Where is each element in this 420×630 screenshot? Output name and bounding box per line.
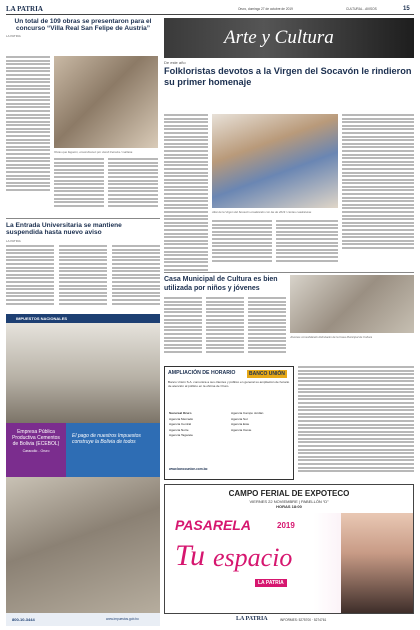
article-body-right [298,366,414,474]
feria-title: CAMPO FERIAL DE EXPOTECO [228,489,350,498]
ad-slogan-panel [66,423,160,477]
tu-word: Tu [175,539,206,572]
branch-item: Agencia Mercado [169,416,194,421]
article-body [164,114,208,272]
ad-strip-text: IMPUESTOS NACIONALES [16,316,68,321]
branch-item: Agencia Sur [231,416,248,421]
ad-place: Caracollo - Oruro [22,449,50,453]
article-body-2 [342,114,414,251]
article-entrada [6,218,160,310]
ad-strip [6,314,160,323]
article-title: Casa Municipal de Cultura es bien utilizada por niños y jóvenes [164,276,278,292]
article-body-2 [54,158,104,208]
branch-list-2 [231,411,289,433]
section-label: CULTURAL - AVISOS [346,7,377,11]
footer-logo: LA PATRIA [236,616,268,622]
masthead-logo: LA PATRIA [6,5,43,13]
kicker: De este año [164,60,186,65]
article-body-4 [276,220,338,263]
ad-phone: 800-10-3444 [12,617,35,622]
article-body-2 [206,297,244,355]
feria-date: VIERNES 22 NOVIEMBRE | PABELLÓN “D” [249,499,329,504]
pasarela-word: PASARELA [175,517,251,533]
article-photo [290,275,414,333]
branch-item: Sucursal Oruro [169,411,192,415]
branch-item: Agencia Norte [169,427,189,432]
ad-footer: www.bancounion.com.bo [169,467,208,471]
ad-footer [6,613,160,626]
dateline: Oruro, domingo 27 de octubre de 2019 [238,7,293,11]
page-footer [164,616,414,626]
article-photo [54,56,158,148]
ad-photo-plant [6,323,160,423]
ad-banco-union [164,366,294,480]
article-photo [212,114,338,208]
branch-item: Agencia Este [231,422,250,427]
ad-brand-panel [6,423,66,477]
branch-list-1 [169,411,227,439]
article-body [6,245,54,306]
photo-caption: Altar de la Virgen del Socavón ensalzando con las de 2019 / ciertas cuadraturas [212,210,312,214]
ad-photo-workers [6,477,160,613]
article-body-3 [212,220,272,263]
brand-word: LA PATRIA [255,579,287,587]
model-photo [341,513,413,613]
article-body-3 [108,158,158,208]
article-body-3 [112,245,160,306]
section-banner [164,18,414,58]
feria-hour: HORAS 18:00 [276,504,302,509]
article-folkloristas [164,60,414,270]
ad-web: www.impuestos.gob.bo [106,617,139,621]
branch-item: Agencia Campo Jordán [231,411,264,415]
masthead [6,5,414,15]
ad-text: Banco Unión S.A. comunica a sus clientes y público en general su ampliación de horario de atención al público en la oficina de Oruro. [168,380,290,388]
article-title: Folkloristas devotos a la Virgen del Socavón le rindieron su primer homenaje [164,66,412,87]
photo-caption: Jóvenes consolidando disfrutarán de la Casa Municipal de Cultura [290,335,373,339]
footer-info: INFORMES: 5275700 · 5274761 [280,618,327,622]
article-title: Un total de 109 obras se presentaron para el concurso “Villa Real San Felipe de Austria” [14,18,152,33]
ad-slogan: El pago de nuestros Impuestos construye la Bolivia de todos [72,433,141,445]
article-title: La Entrada Universitaria se mantiene suspendida hasta nuevo aviso [6,222,122,237]
bank-logo: BANCO UNIÓN [249,371,285,377]
pasarela-panel [165,513,413,613]
banner-title: Arte y Cultura [224,27,334,48]
article-body-3 [248,297,286,355]
ad-feria [164,484,414,614]
byline: LA PATRIA [6,34,21,39]
ad-title: AMPLIACIÓN DE HORARIO [168,370,236,376]
branch-item: Agencia Tagarete [169,433,194,438]
espacio-word: espacio [213,543,293,572]
article-body [164,297,202,355]
article-body [6,56,50,193]
pasarela-year: 2019 [277,521,295,530]
byline: LA PATRIA [6,238,21,243]
article-casa-cultura [164,272,414,364]
ad-company: Empresa Pública Productiva Cementos de Bolivia (ECEBOL) [12,429,60,447]
branch-item: Agencia Oeste [231,427,252,432]
article-body-2 [59,245,107,306]
photo-caption: Obras que llegaron, ensombrecen por Jacob Ferreira / mañana [54,150,133,154]
page-number: 15 [403,6,410,12]
article-villa-rica [6,18,160,214]
branch-item: Agencia Central [169,422,192,427]
ad-ecebol [6,314,160,626]
